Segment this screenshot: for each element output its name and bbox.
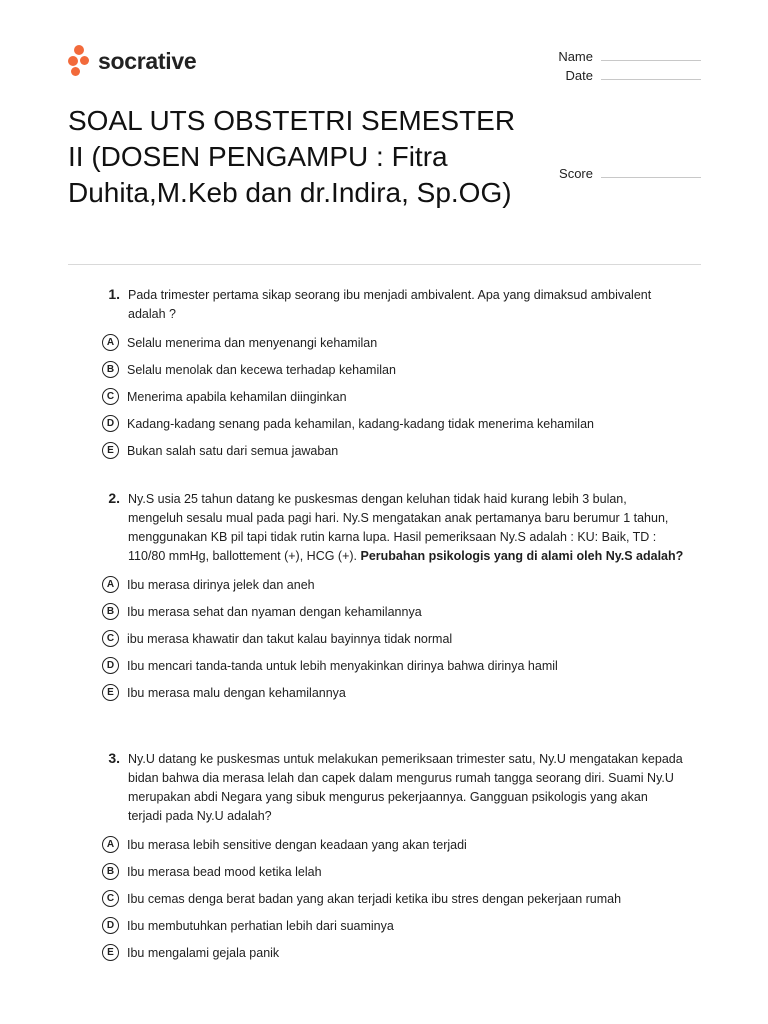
option-letter: A <box>102 334 119 351</box>
option-text: Ibu merasa sehat dan nyaman dengan kehamilannya <box>127 604 422 619</box>
socrative-logo <box>68 45 196 77</box>
option-b[interactable] <box>100 598 685 625</box>
socrative-logo-icon <box>68 45 92 77</box>
option-letter: C <box>102 890 119 907</box>
date-label: Date <box>565 68 593 83</box>
option-b[interactable] <box>100 356 685 383</box>
option-letter: A <box>102 576 119 593</box>
option-d[interactable] <box>100 652 685 679</box>
score-line <box>601 169 701 178</box>
header-divider <box>68 264 701 265</box>
question-3 <box>100 750 685 966</box>
name-label: Name <box>558 49 593 64</box>
option-d[interactable] <box>100 912 685 939</box>
question-number: 2. <box>108 490 120 506</box>
option-c[interactable] <box>100 625 685 652</box>
option-text: Ibu merasa bead mood ketika lelah <box>127 864 322 879</box>
option-letter: D <box>102 917 119 934</box>
option-letter: B <box>102 361 119 378</box>
option-c[interactable] <box>100 885 685 912</box>
page-title: SOAL UTS OBSTETRI SEMESTER II (DOSEN PENGAMPU : Fitra Duhita,M.Keb dan dr.Indira, Sp.OG) <box>68 105 516 208</box>
option-c[interactable] <box>100 383 685 410</box>
option-text: ibu merasa khawatir dan takut kalau bayinnya tidak normal <box>127 631 453 646</box>
question-text: Ny.U datang ke puskesmas untuk melakukan pemeriksaan trimester satu, Ny.U mengatakan kepada bidan bahwa dia merasa lelah dan capek dalam mengurus rumah tangga seorang diri. Suami Ny.U merupakan abdi Negara yang sibuk mengurus pekerjaannya. Gangguan psikologis yang akan terjadi pada Ny.U adalah? <box>128 752 683 823</box>
option-text: Selalu menolak dan kecewa terhadap kehamilan <box>127 362 396 377</box>
option-text: Ibu membutuhkan perhatian lebih dari suaminya <box>127 918 394 933</box>
score-label: Score <box>559 166 593 181</box>
option-text: Ibu merasa dirinya jelek dan aneh <box>127 577 315 592</box>
option-text: Ibu merasa malu dengan kehamilannya <box>127 685 346 700</box>
option-letter: A <box>102 836 119 853</box>
option-e[interactable] <box>100 679 685 706</box>
option-text: Bukan salah satu dari semua jawaban <box>127 443 339 458</box>
option-a[interactable] <box>100 571 685 598</box>
name-field <box>557 49 701 64</box>
option-a[interactable] <box>100 831 685 858</box>
question-number: 3. <box>108 750 120 766</box>
option-letter: D <box>102 415 119 432</box>
score-field <box>557 166 701 181</box>
option-letter: C <box>102 630 119 647</box>
option-letter: D <box>102 657 119 674</box>
question-number: 1. <box>108 286 120 302</box>
question-text: Ny.S usia 25 tahun datang ke puskesmas dengan keluhan tidak haid kurang lebih 3 bulan, mengeluh sesalu mual pada pagi hari. Ny.S mengatakan anak pertamanya baru berumur 1 tahun, menggunakan KB pil tapi tidak rutin karna lupa. Hasil pemeriksaan Ny.S adalah : KU: Baik, TD : 110/80 mmHg, ballottement (+), HCG (+). Perubahan psikologis yang di alami oleh Ny.S adalah? <box>128 492 684 563</box>
option-text: Ibu mengalami gejala panik <box>127 945 280 960</box>
option-letter: E <box>102 442 119 459</box>
question-1 <box>100 286 685 464</box>
option-a[interactable] <box>100 329 685 356</box>
option-letter: E <box>102 944 119 961</box>
question-2 <box>100 490 685 706</box>
option-text: Ibu merasa lebih sensitive dengan keadaan yang akan terjadi <box>127 837 467 852</box>
option-e[interactable] <box>100 939 685 966</box>
option-letter: C <box>102 388 119 405</box>
option-letter: E <box>102 684 119 701</box>
option-text: Ibu mencari tanda-tanda untuk lebih menyakinkan dirinya bahwa dirinya hamil <box>127 658 558 673</box>
name-line <box>601 52 701 61</box>
option-d[interactable] <box>100 410 685 437</box>
option-text: Menerima apabila kehamilan diinginkan <box>127 389 347 404</box>
option-letter: B <box>102 603 119 620</box>
option-text: Kadang-kadang senang pada kehamilan, kadang-kadang tidak menerima kehamilan <box>127 416 594 431</box>
brand-name: socrative <box>98 47 197 74</box>
option-letter: B <box>102 863 119 880</box>
option-text: Selalu menerima dan menyenangi kehamilan <box>127 335 378 350</box>
option-text: Ibu cemas denga berat badan yang akan terjadi ketika ibu stres dengan pekerjaan rumah <box>127 891 622 906</box>
date-field <box>557 68 701 83</box>
date-line <box>601 71 701 80</box>
option-e[interactable] <box>100 437 685 464</box>
option-b[interactable] <box>100 858 685 885</box>
question-text: Pada trimester pertama sikap seorang ibu menjadi ambivalent. Apa yang dimaksud ambivalent adalah ? <box>128 288 652 321</box>
